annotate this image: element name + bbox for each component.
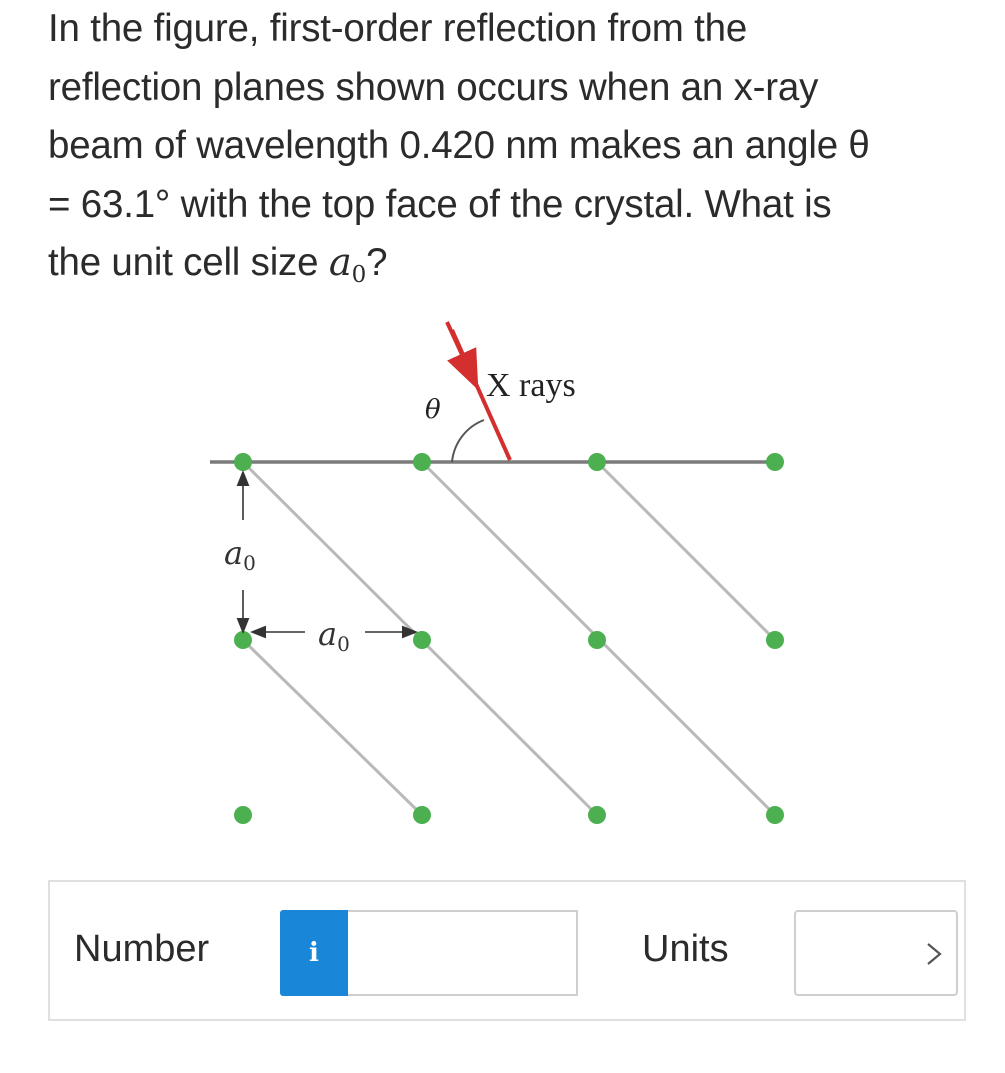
question-text: [48, 0, 948, 304]
atom: [588, 631, 606, 649]
theta-arc: [452, 420, 484, 462]
xrays-label: X rays: [486, 367, 576, 404]
crystal-diagram: [0, 300, 1005, 870]
atom: [766, 453, 784, 471]
units-dropdown[interactable]: [794, 910, 958, 996]
info-button[interactable]: [280, 910, 348, 996]
a0-vertical-label: a0: [224, 534, 256, 575]
chevron-down-icon: [924, 942, 946, 966]
a0-symbol: $a_0$: [328, 240, 367, 288]
question-line: In the figure, first-order reflection from the: [48, 7, 748, 50]
question-line: beam of wavelength 0.420 nm makes an angle θ: [48, 124, 870, 167]
question-line: reflection planes shown occurs when an x-ray: [48, 65, 819, 109]
question-line: the unit cell size $a_0$?: [48, 240, 388, 288]
answer-panel: [48, 880, 966, 1021]
theta-label: θ: [425, 395, 441, 425]
reflection-plane: [243, 640, 422, 815]
atom: [234, 631, 252, 649]
question-line: = 63.1° with the top face of the crystal. What is: [48, 182, 832, 226]
atom: [413, 453, 431, 471]
atom: [413, 631, 431, 649]
atom: [234, 453, 252, 471]
atom: [766, 806, 784, 824]
number-input[interactable]: [348, 910, 578, 996]
a0-horizontal-label: a0: [318, 615, 350, 656]
units-label: Units: [642, 928, 729, 970]
reflection-plane: [597, 462, 775, 640]
atom: [413, 806, 431, 824]
xray-arrow-icon: [447, 322, 470, 372]
atom: [766, 631, 784, 649]
info-icon: i: [309, 938, 319, 968]
atom: [234, 806, 252, 824]
atom: [588, 806, 606, 824]
number-label: Number: [74, 928, 210, 970]
lattice-atoms: [234, 453, 784, 824]
atom: [588, 453, 606, 471]
